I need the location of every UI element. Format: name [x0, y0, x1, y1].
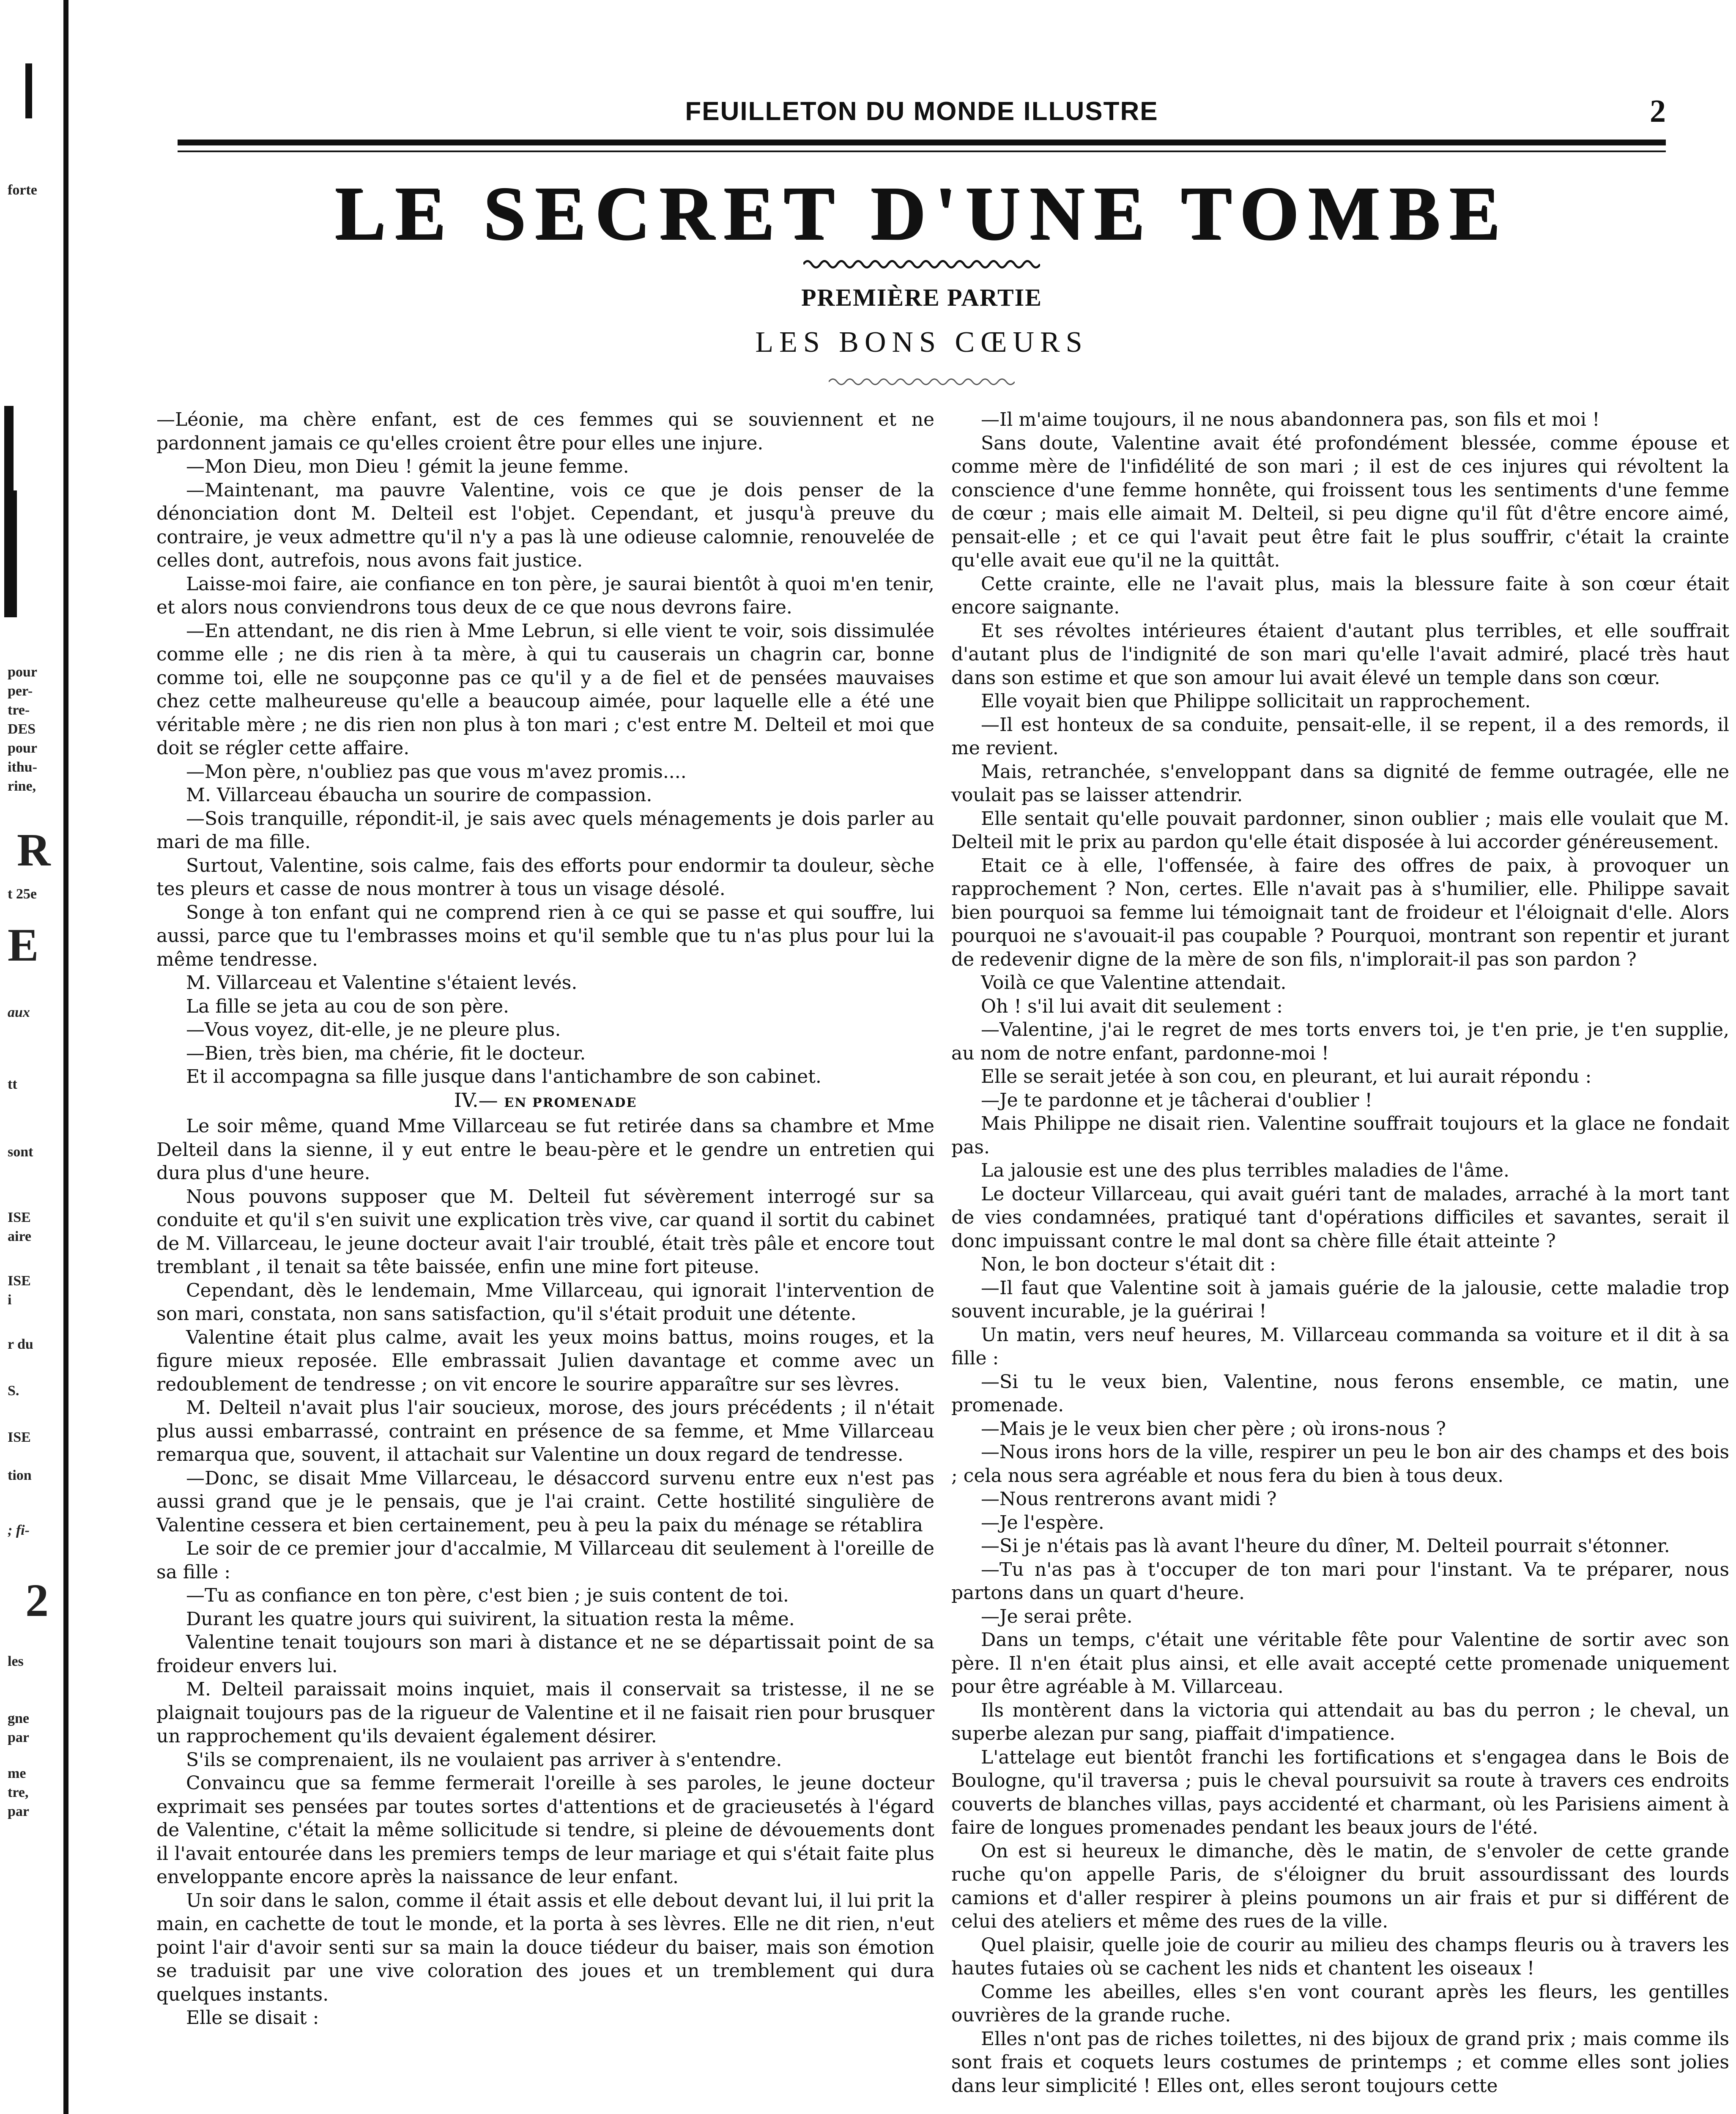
paragraph: —Si je n'étais pas là avant l'heure du dîner, M. Delteil pourrait s'étonner. — [981, 1535, 1670, 1557]
bleed-fragment: gne — [8, 1711, 29, 1726]
paragraph: Un soir dans le salon, comme il était assis et elle debout devant lui, il lui prit la main, en cachette de tout le monde, et la porta à ses lèvres. Elle ne dit rien, n'eut point l'air d'avoir senti sur sa main la douce tiédeur du baiser, mais son émotion se traduisit par une vive coloration des joues et un tremblement qui dura quelques instants. — [156, 1889, 934, 2005]
paragraph: —Je te pardonne et je tâcherai d'oublier ! — [981, 1089, 1372, 1111]
bleed-fragment: les — [8, 1654, 24, 1669]
bleed-fragment: aire — [8, 1229, 32, 1244]
paragraph: Le soir même, quand Mme Villarceau se fut retirée dans sa chambre et Mme Delteil dans la sienne, il y eut entre le beau-père et le gendre un entretien qui dura plus d'une heure. — [156, 1115, 934, 1184]
bleed-fragment: 2 — [25, 1575, 49, 1626]
bleed-fragment: par — [8, 1804, 29, 1819]
paragraph: Cette crainte, elle ne l'avait plus, mais la blessure faite à son cœur était encore saignante. — [951, 573, 1729, 618]
paragraph: Valentine tenait toujours son mari à distance et ne se départissait point de sa froideur envers lui. — [156, 1632, 934, 1677]
bleed-block — [4, 490, 17, 617]
bleed-fragment: S. — [8, 1383, 19, 1399]
bleed-fragment: me — [8, 1766, 26, 1781]
paragraph: —Tu as confiance en ton père, c'est bien ; je suis content de toi. — [186, 1585, 789, 1606]
header-rule-thick — [178, 140, 1666, 145]
paragraph: Dans un temps, c'était une véritable fête pour Valentine de sortir avec son père. Il n'en était plus ainsi, et elle avait accepté cette promenade uniquement pour être agréable à M. Villarceau. — [951, 1629, 1729, 1698]
text-column-left — [156, 408, 934, 2030]
paragraph: —Il est honteux de sa conduite, pensait-elle, il se repent, il a des remords, il me revient. — [951, 714, 1729, 759]
paragraph: Laisse-moi faire, aie confiance en ton père, je saurai bientôt à quoi m'en tenir, et alors nous conviendrons tous deux de ce que nous devrons faire. — [156, 573, 934, 618]
paragraph: Elle voyait bien que Philippe sollicitait un rapprochement. — [981, 690, 1531, 712]
bleed-fragment: forte — [8, 182, 37, 198]
paragraph: La fille se jeta au cou de son père. — [186, 995, 509, 1017]
paragraph: —Il m'aime toujours, il ne nous abandonnera pas, son fils et moi ! — [981, 409, 1600, 430]
paragraph: Et ses révoltes intérieures étaient d'autant plus terribles, et elle souffrait d'autant plus de l'indignité de son mari qu'elle l'avait admiré, placé très haut dans son estime et que son amour lui avait élevé un temple dans son cœur. — [951, 620, 1729, 689]
bleed-fragment: ISE — [8, 1210, 31, 1225]
paragraph: Valentine était plus calme, avait les yeux moins battus, moins rouges, et la figure mieux reposée. Elle embrassait Julien davantage et comme avec un redoublement de tendresse ; on vit encore le sourire apparaître sur ses lèvres. — [156, 1326, 934, 1395]
bleed-fragment: tre, — [8, 1785, 29, 1800]
paragraph: —Donc, se disait Mme Villarceau, le désaccord survenu entre eux n'est pas aussi grand que je le pensais, que je l'ai craint. Cette hostilité singulière de Valentine cessera et bien certainement, peu à peu la paix du ménage se rétablira — [156, 1467, 934, 1536]
bleed-fragment: DES — [8, 721, 36, 737]
bleed-fragment: aux — [8, 1005, 30, 1020]
paragraph: —Tu n'as pas à t'occuper de ton mari pour l'instant. Va te préparer, nous partons dans un quart d'heure. — [951, 1558, 1729, 1604]
paragraph: —Si tu le veux bien, Valentine, nous ferons ensemble, ce matin, une promenade. — [951, 1371, 1729, 1416]
paragraph: Elle se disait : — [186, 2007, 319, 2029]
adjacent-page-bleed — [0, 0, 85, 2114]
paragraph: Le docteur Villarceau, qui avait guéri tant de malades, arraché à la mort tant de vies condamnées, pratiqué tant d'opérations difficiles et savantes, serait il donc impuissant contre le mal dont sa chère fille était atteinte ? — [951, 1183, 1729, 1252]
paragraph: Durant les quatre jours qui suivirent, la situation resta la même. — [186, 1608, 795, 1630]
paragraph: M. Delteil n'avait plus l'air soucieux, morose, des jours précédents ; il n'était plus aussi embarrassé, contraint en présence de sa femme, et Mme Villarceau remarqua que, souvent, il attachait sur Valentine un doux regard de tendresse. — [156, 1397, 934, 1465]
bleed-fragment: per- — [8, 683, 33, 699]
paragraph: La jalousie est une des plus terribles maladies de l'âme. — [981, 1160, 1509, 1181]
paragraph: S'ils se comprenaient, ils ne voulaient pas arriver à s'entendre. — [186, 1749, 782, 1771]
paragraph: M. Delteil paraissait moins inquiet, mais il conservait sa tristesse, il ne se plaignait toujours pas de la rigueur de Valentine et il ne faisait rien pour brusquer un rapprochement qu'ils devaient également désirer. — [156, 1679, 934, 1747]
part-subtitle: LES BONS CŒURS — [755, 326, 1088, 359]
paragraph: Comme les abeilles, elles s'en vont courant après les fleurs, les gentilles ouvrières de la grande ruche. — [951, 1981, 1729, 2026]
paragraph: L'attelage eut bientôt franchi les fortifications et s'engagea dans le Bois de Boulogne, qu'il traversa ; puis le cheval poursuivit sa route à travers ces endroits couverts de blanches villas, pays accidenté et charmant, où les Parisiens aiment à faire de longues promenades pendant les beaux jours de l'été. — [951, 1746, 1729, 1838]
paragraph: Cependant, dès le lendemain, Mme Villarceau, qui ignorait l'intervention de son mari, constata, non sans satisfaction, qu'il s'était produit une détente. — [156, 1279, 934, 1325]
paragraph: —En attendant, ne dis rien à Mme Lebrun, si elle vient te voir, sois dissimulée comme elle ; ne dis rien à ta mère, à qui tu causerais un chagrin car, bonne comme toi, elle ne soupçonne pas ce qu'il y a de fiel et de pensées mauvaises chez cette malheureuse qu'elle a beaucoup aimée, pour laquelle elle a été une véritable mère ; ne dis rien non plus à ton mari ; c'est entre M. Delteil et moi que doit se régler cette affaire. — [156, 620, 934, 759]
bleed-fragment: sont — [8, 1144, 33, 1160]
paragraph: Elles n'ont pas de riches toilettes, ni des bijoux de grand prix ; mais comme ils sont frais et coquets leurs costumes de printemps ; et comme elles sont jolies dans leur simplicité ! Elles ont, elles seront toujours cette — [951, 2028, 1729, 2097]
bleed-fragment: pour — [8, 664, 37, 680]
section-number: IV.— — [454, 1088, 498, 1112]
paragraph: On est si heureux le dimanche, dès le matin, de s'envoler de cette grande ruche qu'on appelle Paris, de s'éloigner du bruit assourdissant des lourds camions et d'aller respirer à pleins poumons un air frais et pur si différent de celui des ateliers et même des rues de la ville. — [951, 1840, 1729, 1932]
paragraphs-before-section — [156, 408, 934, 1089]
paragraph: —Nous rentrerons avant midi ? — [981, 1488, 1277, 1510]
paragraph: —Mon Dieu, mon Dieu ! gémit la jeune femme. — [186, 456, 629, 477]
paragraph: Nous pouvons supposer que M. Delteil fut sévèrement interrogé sur sa conduite et qu'il s'en suivit une explication très vive, car quand il sortit du cabinet de M. Villarceau, le jeune docteur avait l'air troublé, était très pâle et encore tout tremblant , il tenait sa tête baissée, enfin une mine fort piteuse. — [156, 1186, 934, 1278]
paragraph: —Maintenant, ma pauvre Valentine, vois ce que je dois penser de la dénonciation dont M. Delteil est l'objet. Cependant, et jusqu'à preuve du contraire, je veux admettre qu'il n'y a pas là une odieuse calomnie, renouvelée de celles dont, autrefois, nous avons fait justice. — [156, 479, 934, 571]
binding-edge — [63, 0, 68, 2114]
bleed-fragment: ; fi- — [8, 1523, 30, 1538]
bleed-fragment: rine, — [8, 778, 36, 794]
paragraph: Mais Philippe ne disait rien. Valentine souffrait toujours et la glace ne fondait pas. — [951, 1113, 1729, 1158]
bleed-fragment: t 25e — [8, 886, 37, 902]
serial-title: LE SECRET D'UNE TOMBE — [334, 171, 1509, 255]
paragraph: Elle se serait jetée à son cou, en pleurant, et lui aurait répondu : — [981, 1066, 1592, 1087]
paragraph: Convaincu que sa femme fermerait l'oreille à ses paroles, le jeune docteur exprimait ses pensées par toutes sortes d'attentions et de gracieusetés à l'égard de Valentine, c'était la même sollicitude si tendre, si pleine de dévouements dont il l'avait entourée dans les premiers temps de leur mariage et qui s'était faite plus enveloppante encore après la naissance de leur enfant. — [156, 1772, 934, 1888]
wavy-divider — [803, 258, 1040, 271]
page-number: 2 — [1650, 93, 1666, 129]
paragraph: —Je serai prête. — [981, 1605, 1133, 1627]
paragraph: —Bien, très bien, ma chérie, fit le docteur. — [186, 1042, 586, 1064]
bleed-fragment: ISE — [8, 1429, 31, 1445]
paragraph: M. Villarceau ébaucha un sourire de compassion. — [186, 784, 652, 806]
paragraph: Sans doute, Valentine avait été profondément blessée, comme épouse et comme mère de l'infidélité de son mari ; il est de ces injures qui révoltent la conscience d'une femme honnête, qui froissent tous les sentiments d'une femme de cœur ; mais elle aimait M. Delteil, si peu digne qu'il fût d'être encore aimé, pensait-elle ; et ce qui l'avait peut être fait le plus souffrir, c'était la crainte qu'elle avait eue qu'il ne la quittât. — [951, 432, 1729, 571]
paragraph: Voilà ce que Valentine attendait. — [981, 972, 1287, 994]
paragraph: Le soir de ce premier jour d'accalmie, M Villarceau dit seulement à l'oreille de sa fille : — [156, 1538, 934, 1583]
paragraph: —Il faut que Valentine soit à jamais guérie de la jalousie, cette maladie trop souvent incurable, je la guérirai ! — [951, 1277, 1729, 1322]
bleed-fragment: E — [8, 919, 39, 971]
paragraph: Surtout, Valentine, sois calme, fais des efforts pour endormir ta douleur, sèche tes pleurs et casse de nous montrer à tous un visage désolé. — [156, 854, 934, 900]
bleed-fragment: i — [8, 1292, 12, 1308]
bleed-fragment: r du — [8, 1336, 33, 1352]
bleed-fragment: tre- — [8, 702, 30, 718]
section-heading — [156, 1089, 934, 1115]
paragraph: Songe à ton enfant qui ne comprend rien à ce qui se passe et qui souffre, lui aussi, parce que tu l'embrasses moins et qu'il semble que tu n'as plus pour lui la même tendresse. — [156, 901, 934, 970]
paragraph: —Mon père, n'oubliez pas que vous m'avez promis.... — [186, 761, 687, 783]
paragraph: —Sois tranquille, répondit-il, je sais avec quels ménagements je dois parler au mari de ma fille. — [156, 808, 934, 853]
bleed-fragment: ithu- — [8, 759, 37, 775]
bleed-fragment: ISE — [8, 1273, 31, 1289]
running-title: FEUILLETON DU MONDE ILLUSTRE — [685, 97, 1158, 126]
paragraph: —Valentine, j'ai le regret de mes torts envers toi, je t'en prie, je t'en supplie, au nom de notre enfant, pardonne-moi ! — [951, 1019, 1729, 1064]
paragraph: —Je l'espère. — [981, 1512, 1104, 1533]
paragraph: Mais, retranchée, s'enveloppant dans sa dignité de femme outragée, elle ne voulait pas se laisser attendrir. — [951, 761, 1729, 806]
paragraph: —Nous irons hors de la ville, respirer un peu le bon air des champs et des bois ; cela nous sera agréable et nous fera du bien à tous deux. — [951, 1441, 1729, 1487]
paragraph: —Léonie, ma chère enfant, est de ces femmes qui se souviennent et ne pardonnent jamais ce qu'elles croient être pour elles une injure. — [156, 409, 934, 454]
wavy-divider-small — [829, 376, 1015, 387]
paragraph: —Vous voyez, dit-elle, je ne pleure plus. — [186, 1019, 561, 1041]
paragraph: Et il accompagna sa fille jusque dans l'antichambre de son cabinet. — [186, 1066, 821, 1087]
bleed-fragment: pour — [8, 740, 37, 756]
part-label: PREMIÈRE PARTIE — [801, 284, 1042, 311]
paragraph: Etait ce à elle, l'offensée, à faire des offres de paix, à provoquer un rapprochement ? Non, certes. Elle n'avait pas à s'humilier, elle. Philippe savait bien pourquoi sa femme lui témoignait tant de froideur et l'éloignait d'elle. Alors pourquoi ne s'avouait-il pas coupable ? Pourquoi, montrant son repentir et jurant de redevenir digne de la mère de son fils, n'implorait-il pas son pardon ? — [951, 854, 1729, 970]
paragraph: Oh ! s'il lui avait dit seulement : — [981, 995, 1283, 1017]
paragraph: Quel plaisir, quelle joie de courir au milieu des champs fleuris ou à travers les hautes futaies où se cachent les nids et chantent les oiseaux ! — [951, 1934, 1729, 1979]
section-title: EN PROMENADE — [504, 1095, 637, 1110]
paragraph: Non, le bon docteur s'était dit : — [981, 1254, 1276, 1275]
paragraph: Un matin, vers neuf heures, M. Villarceau commanda sa voiture et il dit à sa fille : — [951, 1324, 1729, 1369]
bleed-fragment: tion — [8, 1468, 32, 1483]
paragraph: —Mais je le veux bien cher père ; où irons-nous ? — [981, 1418, 1446, 1440]
bleed-block — [25, 63, 32, 118]
bleed-fragment: tt — [8, 1076, 17, 1092]
paragraph: Elle sentait qu'elle pouvait pardonner, sinon oublier ; mais elle voulait que M. Delteil mit le prix au pardon qu'elle était disposée à lui accorder généreusement. — [951, 808, 1729, 853]
running-header — [178, 89, 1666, 131]
paragraph: M. Villarceau et Valentine s'étaient levés. — [186, 972, 578, 994]
bleed-fragment: R — [17, 824, 51, 876]
text-column-right — [951, 408, 1729, 2098]
paragraphs-after-section — [156, 1115, 934, 2030]
paragraph: Ils montèrent dans la victoria qui attendait au bas du perron ; le cheval, un superbe alezan pur sang, piaffait d'impatience. — [951, 1699, 1729, 1744]
header-rule-thin — [178, 151, 1666, 152]
bleed-fragment: par — [8, 1730, 29, 1745]
